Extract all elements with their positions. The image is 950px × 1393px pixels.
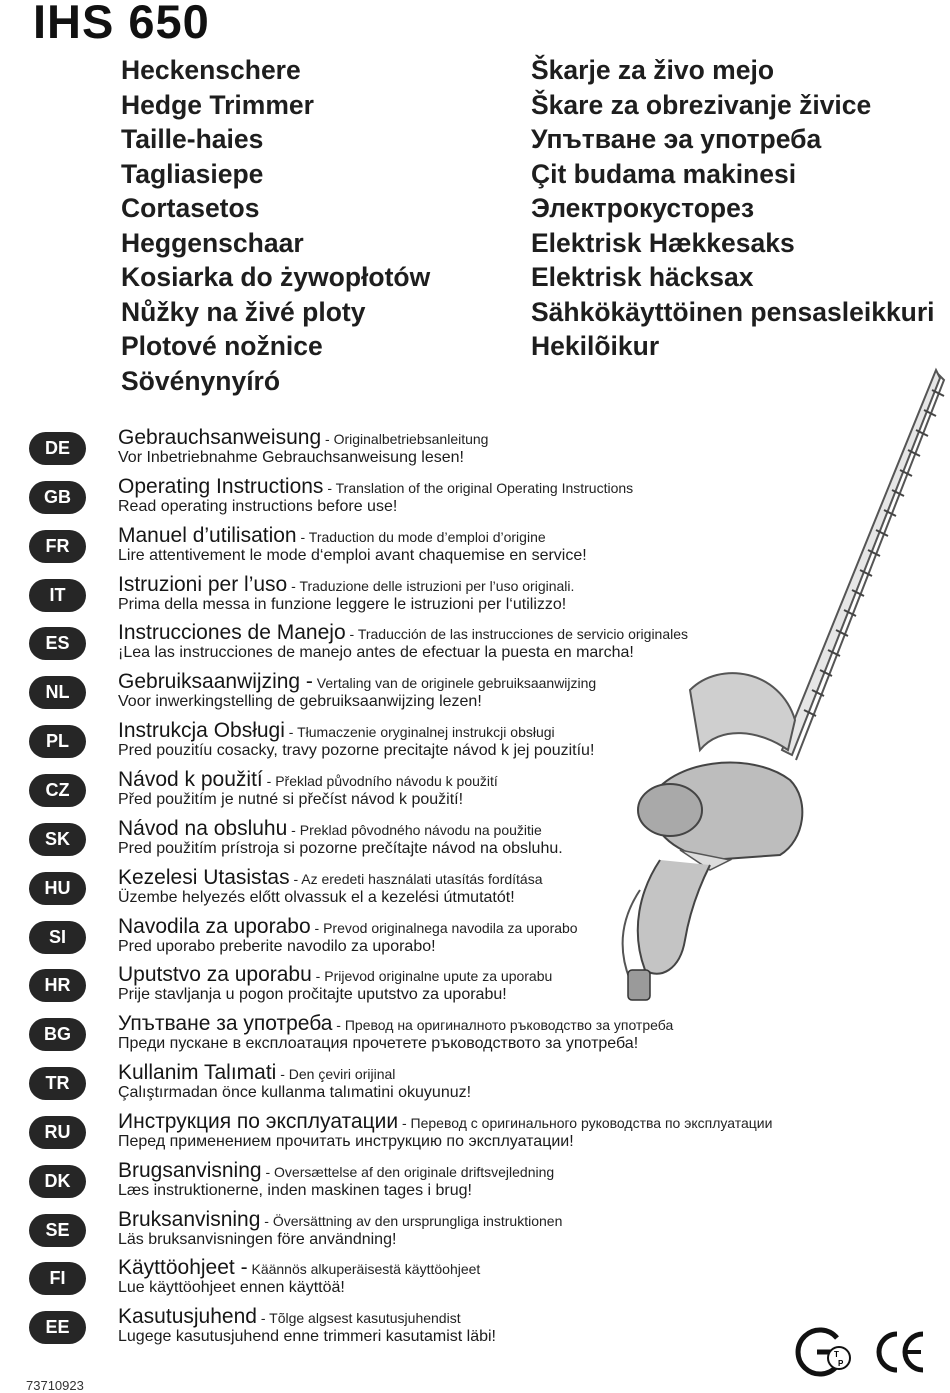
product-names-left	[121, 53, 430, 398]
certification-marks	[795, 1326, 930, 1383]
language-heading	[118, 1208, 562, 1232]
language-badge: FI	[29, 1262, 86, 1295]
product-name: Sövénynyíró	[121, 365, 281, 396]
language-badge: DK	[29, 1165, 86, 1198]
language-title: Instrucciones de Manejo	[118, 621, 346, 645]
language-badge: TR	[29, 1067, 86, 1100]
product-name: Упътване эа употреба	[531, 124, 822, 154]
language-subtitle: - Originalbetriebsanleitung	[321, 431, 489, 447]
language-note: Před použitím je nutné si přečíst návod k použití!	[118, 790, 464, 808]
language-title: Manuel d’utilisation	[118, 523, 297, 547]
language-note: Lire attentivement le mode d‘emploi avant chaquemise en service!	[118, 546, 587, 564]
language-title: Operating Instructions	[118, 474, 324, 498]
language-note: Pred pouzitíu cosacky, travy pozorne precitajte návod k jej pouzitíu!	[118, 742, 595, 760]
language-subtitle: - Preklad pôvodného návodu na použitie	[287, 821, 542, 838]
language-note: Çalıştırmadan önce kullanma talımatini okuyunuz!	[118, 1084, 472, 1102]
gs-mark-icon	[798, 1330, 850, 1374]
language-heading	[118, 1305, 461, 1329]
product-name: Hekilõikur	[531, 331, 660, 361]
language-heading	[118, 670, 596, 694]
language-title: Käyttöohjeet -	[118, 1256, 248, 1280]
language-title: Gebrauchsanweisung	[118, 426, 322, 449]
product-name: Škarje za živo mejo	[531, 55, 775, 85]
language-badge: GB	[29, 481, 86, 514]
product-name: Sähkökäyttöinen pensasleikkuri	[531, 296, 935, 327]
language-subtitle: - Перевод с оригинального руководства по эксплуатации	[398, 1114, 773, 1131]
model-title: IHS 650	[33, 0, 210, 48]
language-heading	[118, 1110, 772, 1134]
language-badge: SI	[29, 921, 86, 954]
language-note: Pred uporabo preberite navodilo za uporabo!	[118, 937, 436, 955]
language-note: ¡Lea las instrucciones de manejo antes de efectuar la puesta en marcha!	[118, 644, 634, 662]
language-heading	[118, 621, 688, 645]
language-title: Návod k použití	[118, 767, 263, 791]
language-subtitle: - Traducción de las instrucciones de servicio originales	[345, 626, 689, 643]
product-name: Kosiarka do żywopłotów	[121, 262, 431, 292]
language-badge: HR	[29, 969, 86, 1002]
gs-mark-letter-t: T	[834, 1350, 839, 1359]
language-heading	[118, 573, 574, 597]
language-subtitle: - Az eredeti használati utasítás fordítása	[289, 870, 543, 887]
language-subtitle: - Tõlge algsest kasutusjuhendist	[256, 1310, 461, 1327]
language-note: Prima della messa in funzione leggere le istruzioni per l‘utilizzo!	[118, 595, 567, 613]
language-note: Преди пускане в експлоатация прочетете ръководството за употреба!	[118, 1035, 639, 1053]
language-heading	[118, 719, 555, 743]
product-name: Nůžky na živé ploty	[121, 296, 366, 327]
language-subtitle: - Prijevod originalne upute za uporabu	[311, 968, 553, 985]
language-subtitle: - Traduzione delle istruzioni per l’uso originali.	[287, 577, 575, 594]
language-title: Instrukcja Obsługi	[118, 719, 285, 743]
language-subtitle: - Den çeviri orijinal	[276, 1066, 396, 1083]
language-note: Lugege kasutusjuhend enne trimmeri kasutamist läbi!	[118, 1328, 496, 1346]
product-name: Plotové nožnice	[121, 331, 323, 361]
language-title: Gebruiksaanwijzing -	[118, 670, 313, 694]
language-subtitle: - Tłumaczenie oryginalnej instrukcji obsługi	[284, 724, 555, 741]
language-subtitle: - Translation of the original Operating Instructions	[323, 479, 634, 496]
language-heading	[118, 866, 543, 890]
product-names-right	[531, 53, 935, 364]
language-heading	[118, 1159, 554, 1183]
language-note: Read operating instructions before use!	[118, 497, 398, 515]
language-subtitle: - Překlad původního návodu k použití	[262, 772, 498, 789]
language-title: Istruzioni per l’uso	[118, 572, 288, 596]
language-badge: BG	[29, 1018, 86, 1051]
language-note: Läs bruksanvisningen före användning!	[118, 1230, 397, 1248]
language-heading	[118, 426, 488, 450]
product-name: Heckenschere	[121, 55, 301, 85]
language-title: Kezelesi Utasistas	[118, 865, 290, 889]
language-heading	[118, 963, 552, 987]
language-subtitle: Käännös alkuperäisestä käyttöohjeet	[247, 1261, 481, 1278]
language-badge: NL	[29, 676, 86, 709]
language-note: Vor Inbetriebnahme Gebrauchsanweisung lesen!	[118, 449, 464, 466]
product-name: Taille-haies	[121, 124, 264, 154]
product-name: Elektrisk häcksax	[531, 262, 754, 292]
document-code: 73710923	[26, 1378, 84, 1393]
language-title: Navodila za uporabo	[118, 914, 311, 938]
language-badge: PL	[29, 725, 86, 758]
language-note: Lue käyttöohjeet ennen käyttöä!	[118, 1279, 345, 1297]
language-subtitle: - Översättning av den ursprungliga instruktionen	[260, 1212, 563, 1229]
language-title: Kullanim Talımati	[118, 1061, 277, 1085]
language-heading	[118, 524, 546, 548]
language-note: Voor inwerkingstelling de gebruiksaanwijzing lezen!	[118, 693, 482, 711]
language-note: Læs instruktionerne, inden maskinen tages i brug!	[118, 1181, 472, 1199]
ce-mark-icon	[879, 1334, 923, 1370]
language-note: Üzembe helyezés előtt olvassuk el a kezelési útmutatót!	[118, 888, 515, 906]
language-heading	[118, 1061, 395, 1085]
language-heading	[118, 475, 633, 499]
gs-mark-letter-p: P	[838, 1359, 844, 1368]
language-badge: ES	[29, 627, 86, 660]
language-heading	[118, 1012, 673, 1036]
language-badge: DE	[29, 432, 86, 465]
language-title: Инструкция по эксплуатации	[118, 1109, 399, 1133]
language-title: Bruksanvisning	[118, 1207, 261, 1231]
product-name: Электрокусторез	[531, 193, 755, 223]
product-name: Tagliasiepe	[121, 158, 264, 189]
language-subtitle: - Traduction du mode d’emploi d’origine	[296, 528, 546, 545]
language-title: Brugsanvisning	[118, 1158, 262, 1182]
language-badge: FR	[29, 530, 86, 563]
language-heading	[118, 817, 542, 841]
product-name: Škare za obrezivanje živice	[531, 89, 872, 120]
product-name: Çit budama makinesi	[531, 158, 797, 189]
language-badge: CZ	[29, 774, 86, 807]
language-title: Návod na obsluhu	[118, 816, 288, 840]
language-badge: SE	[29, 1214, 86, 1247]
product-name: Elektrisk Hækkesaks	[531, 227, 795, 258]
language-note: Перед применением прочитать инструкцию по эксплуатации!	[118, 1132, 574, 1150]
language-subtitle: Vertaling van de originele gebruiksaanwijzing	[312, 675, 597, 692]
language-heading	[118, 915, 578, 939]
language-badge: SK	[29, 823, 86, 856]
language-subtitle: - Oversættelse af den originale driftsvejledning	[261, 1163, 555, 1180]
language-subtitle: - Prevod originalnega navodila za uporabo	[310, 919, 578, 936]
product-name: Cortasetos	[121, 193, 260, 223]
language-badge: IT	[29, 579, 86, 612]
language-title: Uputstvo za uporabu	[118, 963, 312, 987]
language-title: Упътване за употреба	[118, 1012, 333, 1036]
product-name: Heggenschaar	[121, 227, 304, 258]
language-heading	[118, 1256, 480, 1280]
language-note: Pred použitím prístroja si pozorne prečítajte návod na obsluhu.	[118, 839, 563, 857]
language-title: Kasutusjuhend	[118, 1305, 257, 1329]
language-badge: EE	[29, 1311, 86, 1344]
language-note: Prije stavljanja u pogon pročitajte uputstvo za uporabu!	[118, 986, 507, 1004]
language-subtitle: - Превод на оригиналното ръководство за употреба	[332, 1017, 674, 1034]
language-badge: RU	[29, 1116, 86, 1149]
language-badge: HU	[29, 872, 86, 905]
language-heading	[118, 768, 498, 792]
product-name: Hedge Trimmer	[121, 89, 314, 120]
